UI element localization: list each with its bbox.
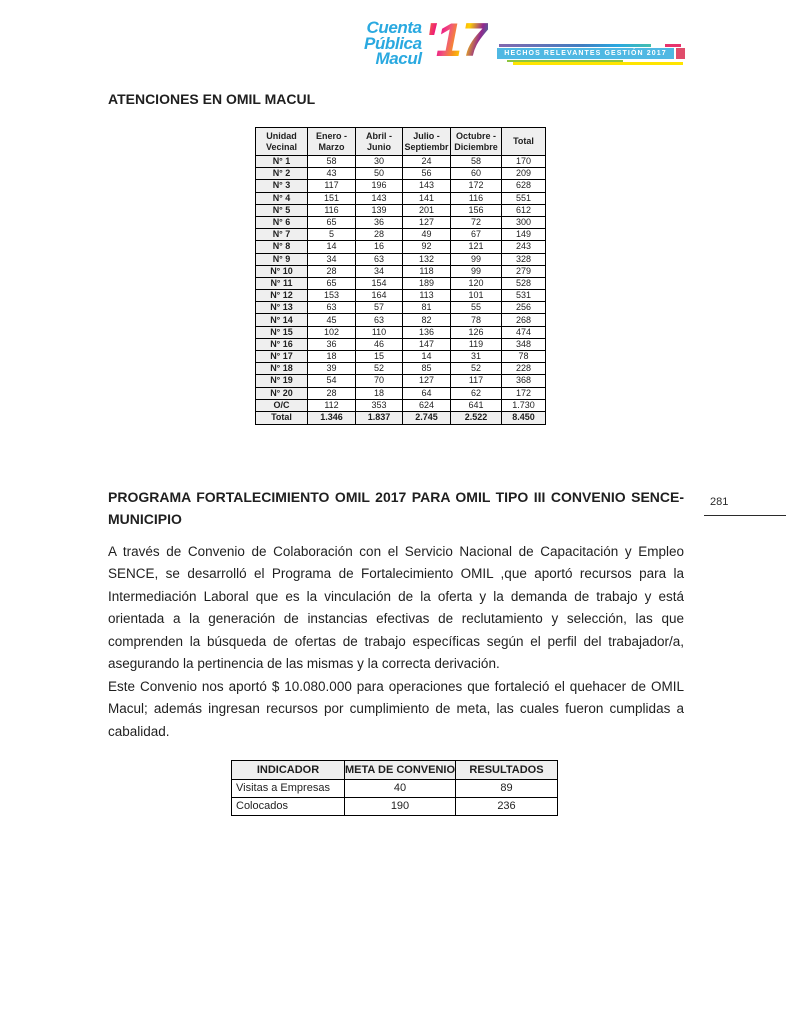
- table-cell: 65: [308, 277, 356, 289]
- table-cell: 154: [356, 277, 403, 289]
- table-cell: 551: [502, 192, 546, 204]
- table-row: [256, 338, 546, 350]
- cuenta-publica-logo: [364, 13, 489, 68]
- table-row: [256, 326, 546, 338]
- table-cell: 30: [356, 156, 403, 168]
- table-row: [256, 156, 546, 168]
- table-cell: 81: [403, 302, 451, 314]
- table-cell: 52: [451, 363, 502, 375]
- table-header-row: [256, 128, 546, 156]
- table-cell: 18: [308, 351, 356, 363]
- table-cell: 82: [403, 314, 451, 326]
- logo-wordmark: [364, 20, 422, 67]
- banner-yellow-stripe: [513, 62, 683, 65]
- total-cell: 2.522: [451, 411, 502, 424]
- table-total-row: [256, 411, 546, 424]
- banner-right-tip: [676, 48, 685, 60]
- table-cell: 113: [403, 290, 451, 302]
- table-cell: 36: [308, 338, 356, 350]
- table-cell: 63: [308, 302, 356, 314]
- total-cell: Total: [256, 411, 308, 424]
- table-cell: 151: [308, 192, 356, 204]
- table-cell: N° 6: [256, 216, 308, 228]
- table-cell: 116: [451, 192, 502, 204]
- column-header: Abril - Junio: [356, 128, 403, 156]
- section1-title: ATENCIONES EN OMIL MACUL: [108, 91, 316, 107]
- column-header: INDICADOR: [232, 761, 345, 780]
- table-cell: 45: [308, 314, 356, 326]
- table-row: [256, 351, 546, 363]
- table-cell: N° 14: [256, 314, 308, 326]
- table-row: [256, 363, 546, 375]
- table-cell: 63: [356, 314, 403, 326]
- table-cell: 78: [502, 351, 546, 363]
- table-row: [256, 168, 546, 180]
- table-cell: 39: [308, 363, 356, 375]
- table-row: [256, 253, 546, 265]
- table-cell: N° 12: [256, 290, 308, 302]
- table-cell: N° 13: [256, 302, 308, 314]
- total-cell: 1.837: [356, 411, 403, 424]
- atenciones-table-wrap: [255, 127, 546, 425]
- table-cell: 132: [403, 253, 451, 265]
- table-cell: 57: [356, 302, 403, 314]
- table-cell: 256: [502, 302, 546, 314]
- column-header: Julio - Septiembr: [403, 128, 451, 156]
- logo-line-1: Cuenta: [366, 18, 422, 37]
- table-cell: N° 7: [256, 229, 308, 241]
- table-cell: 126: [451, 326, 502, 338]
- table-cell: 1.730: [502, 399, 546, 411]
- table-cell: 117: [451, 375, 502, 387]
- table-cell: 31: [451, 351, 502, 363]
- table-cell: 300: [502, 216, 546, 228]
- table-cell: 279: [502, 265, 546, 277]
- table-cell: 268: [502, 314, 546, 326]
- table-cell: 36: [356, 216, 403, 228]
- table-cell: 531: [502, 290, 546, 302]
- table-cell: 153: [308, 290, 356, 302]
- table-cell: 120: [451, 277, 502, 289]
- table-cell: 348: [502, 338, 546, 350]
- table-cell: 24: [403, 156, 451, 168]
- hechos-relevantes-banner: [497, 44, 685, 66]
- table-cell: 15: [356, 351, 403, 363]
- atenciones-omil-table: [255, 127, 546, 425]
- table-cell: 189: [403, 277, 451, 289]
- banner-top-stripe: [499, 44, 651, 47]
- logo-line-3: Macul: [375, 49, 422, 68]
- table-cell: 65: [308, 216, 356, 228]
- table-cell: 55: [451, 302, 502, 314]
- table-row: [256, 375, 546, 387]
- table-cell: N° 19: [256, 375, 308, 387]
- column-header: Total: [502, 128, 546, 156]
- table-cell: 228: [502, 363, 546, 375]
- table-cell: 92: [403, 241, 451, 253]
- table-cell: 201: [403, 204, 451, 216]
- table-cell: 147: [403, 338, 451, 350]
- table-cell: 16: [356, 241, 403, 253]
- table-cell: 5: [308, 229, 356, 241]
- table-cell: O/C: [256, 399, 308, 411]
- table-cell: 70: [356, 375, 403, 387]
- table-cell: 353: [356, 399, 403, 411]
- table-cell: 58: [451, 156, 502, 168]
- column-header: RESULTADOS: [456, 761, 558, 780]
- column-header: META DE CONVENIO: [345, 761, 456, 780]
- table-cell: 243: [502, 241, 546, 253]
- table-row: [256, 229, 546, 241]
- table-cell: N° 16: [256, 338, 308, 350]
- table-row: [256, 265, 546, 277]
- logo-year-17: '17: [424, 13, 489, 66]
- table-cell: 368: [502, 375, 546, 387]
- table-cell: 119: [451, 338, 502, 350]
- table-cell: 63: [356, 253, 403, 265]
- table-cell: 89: [456, 779, 558, 797]
- table-cell: N° 9: [256, 253, 308, 265]
- table-cell: N° 11: [256, 277, 308, 289]
- table-cell: 28: [356, 229, 403, 241]
- table-cell: N° 20: [256, 387, 308, 399]
- table-row: [232, 797, 558, 815]
- table-cell: 196: [356, 180, 403, 192]
- section2-title-line1: PROGRAMA FORTALECIMIENTO OMIL 2017 PARA OMIL TIPO III CONVENIO SENCE-: [108, 489, 684, 505]
- table-cell: 172: [502, 387, 546, 399]
- table-cell: 28: [308, 387, 356, 399]
- table-cell: 118: [403, 265, 451, 277]
- table-cell: N° 15: [256, 326, 308, 338]
- table-cell: N° 2: [256, 168, 308, 180]
- table-row: [256, 204, 546, 216]
- table-row: [256, 241, 546, 253]
- section2-title: [108, 486, 684, 530]
- table-cell: 34: [308, 253, 356, 265]
- table-row: [256, 387, 546, 399]
- section2-title-line2: MUNICIPIO: [108, 511, 182, 527]
- table-cell: 67: [451, 229, 502, 241]
- table-cell: 156: [451, 204, 502, 216]
- table-cell: 85: [403, 363, 451, 375]
- table-cell: 56: [403, 168, 451, 180]
- table-cell: 43: [308, 168, 356, 180]
- table-cell: 116: [308, 204, 356, 216]
- column-header: Unidad Vecinal: [256, 128, 308, 156]
- paragraph-convenio: A través de Convenio de Colaboración con el Servicio Nacional de Capacitación y Empleo SENCE, se desarrolló el Programa de Fortalecimiento OMIL ,que aportó recursos para la Intermediación Laboral que es la vinculación de la oferta y la demanda de trabajo y está orientada a la generación de instancias efectivas de reclutamiento y selección, las que comprenden la búsqueda de ofertas de trabajo específicas según el perfil del trabajador/a, asegurando la pertinencia de las mismas y la correcta derivación.: [108, 544, 684, 672]
- table-row: [256, 216, 546, 228]
- logo-line-2: Pública: [364, 33, 422, 53]
- table-cell: 209: [502, 168, 546, 180]
- table-cell: 102: [308, 326, 356, 338]
- total-cell: 2.745: [403, 411, 451, 424]
- table-cell: 121: [451, 241, 502, 253]
- table-row: [232, 779, 558, 797]
- table-cell: 170: [502, 156, 546, 168]
- table-cell: N° 1: [256, 156, 308, 168]
- table-cell: 139: [356, 204, 403, 216]
- table-row: [256, 192, 546, 204]
- table-row: [256, 180, 546, 192]
- table-cell: 64: [403, 387, 451, 399]
- banner-title: HECHOS RELEVANTES GESTIÓN 2017: [497, 48, 674, 60]
- table-cell: 50: [356, 168, 403, 180]
- table-header-row: [232, 761, 558, 780]
- table-cell: N° 17: [256, 351, 308, 363]
- table-cell: 127: [403, 375, 451, 387]
- table-cell: 190: [345, 797, 456, 815]
- table-row: [256, 290, 546, 302]
- page-number-rule: [704, 515, 786, 516]
- table-row: [256, 399, 546, 411]
- table-row: [256, 314, 546, 326]
- table-cell: 72: [451, 216, 502, 228]
- table-cell: 52: [356, 363, 403, 375]
- table-cell: 172: [451, 180, 502, 192]
- table-row: [256, 302, 546, 314]
- table-cell: 628: [502, 180, 546, 192]
- table-cell: 101: [451, 290, 502, 302]
- table-cell: 58: [308, 156, 356, 168]
- table-cell: 612: [502, 204, 546, 216]
- table-cell: 110: [356, 326, 403, 338]
- table-cell: 117: [308, 180, 356, 192]
- table-cell: N° 4: [256, 192, 308, 204]
- table-cell: 60: [451, 168, 502, 180]
- paragraph-aporte: Este Convenio nos aportó $ 10.080.000 para operaciones que fortaleció el quehacer de OMIL Macul; además ingresan recursos por cumplimiento de meta, las cuales fueron cumplidas a cabalidad.: [108, 679, 684, 739]
- table-cell: 54: [308, 375, 356, 387]
- page-number: 281: [710, 496, 729, 508]
- indicadores-table: [231, 760, 558, 816]
- table-cell: 127: [403, 216, 451, 228]
- table-cell: 40: [345, 779, 456, 797]
- table-cell: 641: [451, 399, 502, 411]
- table-cell: 34: [356, 265, 403, 277]
- table-cell: 99: [451, 265, 502, 277]
- table-cell: 18: [356, 387, 403, 399]
- table-cell: 49: [403, 229, 451, 241]
- table-cell: 149: [502, 229, 546, 241]
- table-cell: 236: [456, 797, 558, 815]
- table-cell: 143: [403, 180, 451, 192]
- table-cell: 136: [403, 326, 451, 338]
- table-cell: 14: [403, 351, 451, 363]
- column-header: Enero - Marzo: [308, 128, 356, 156]
- table-cell: Colocados: [232, 797, 345, 815]
- table-cell: 328: [502, 253, 546, 265]
- table-cell: 99: [451, 253, 502, 265]
- table-cell: 46: [356, 338, 403, 350]
- table-cell: 474: [502, 326, 546, 338]
- column-header: Octubre - Diciembre: [451, 128, 502, 156]
- total-cell: 8.450: [502, 411, 546, 424]
- total-cell: 1.346: [308, 411, 356, 424]
- table-cell: N° 10: [256, 265, 308, 277]
- table-cell: 143: [356, 192, 403, 204]
- table-cell: 28: [308, 265, 356, 277]
- table-cell: 14: [308, 241, 356, 253]
- table-cell: N° 8: [256, 241, 308, 253]
- table-cell: 528: [502, 277, 546, 289]
- table-cell: 112: [308, 399, 356, 411]
- table-cell: 624: [403, 399, 451, 411]
- table-cell: 141: [403, 192, 451, 204]
- table-cell: Visitas a Empresas: [232, 779, 345, 797]
- indicadores-table-wrap: [231, 760, 558, 816]
- table-cell: 62: [451, 387, 502, 399]
- table-cell: 164: [356, 290, 403, 302]
- table-row: [256, 277, 546, 289]
- table-cell: N° 18: [256, 363, 308, 375]
- table-cell: N° 5: [256, 204, 308, 216]
- banner-top-stripe-tip: [665, 44, 681, 47]
- table-cell: 78: [451, 314, 502, 326]
- table-cell: N° 3: [256, 180, 308, 192]
